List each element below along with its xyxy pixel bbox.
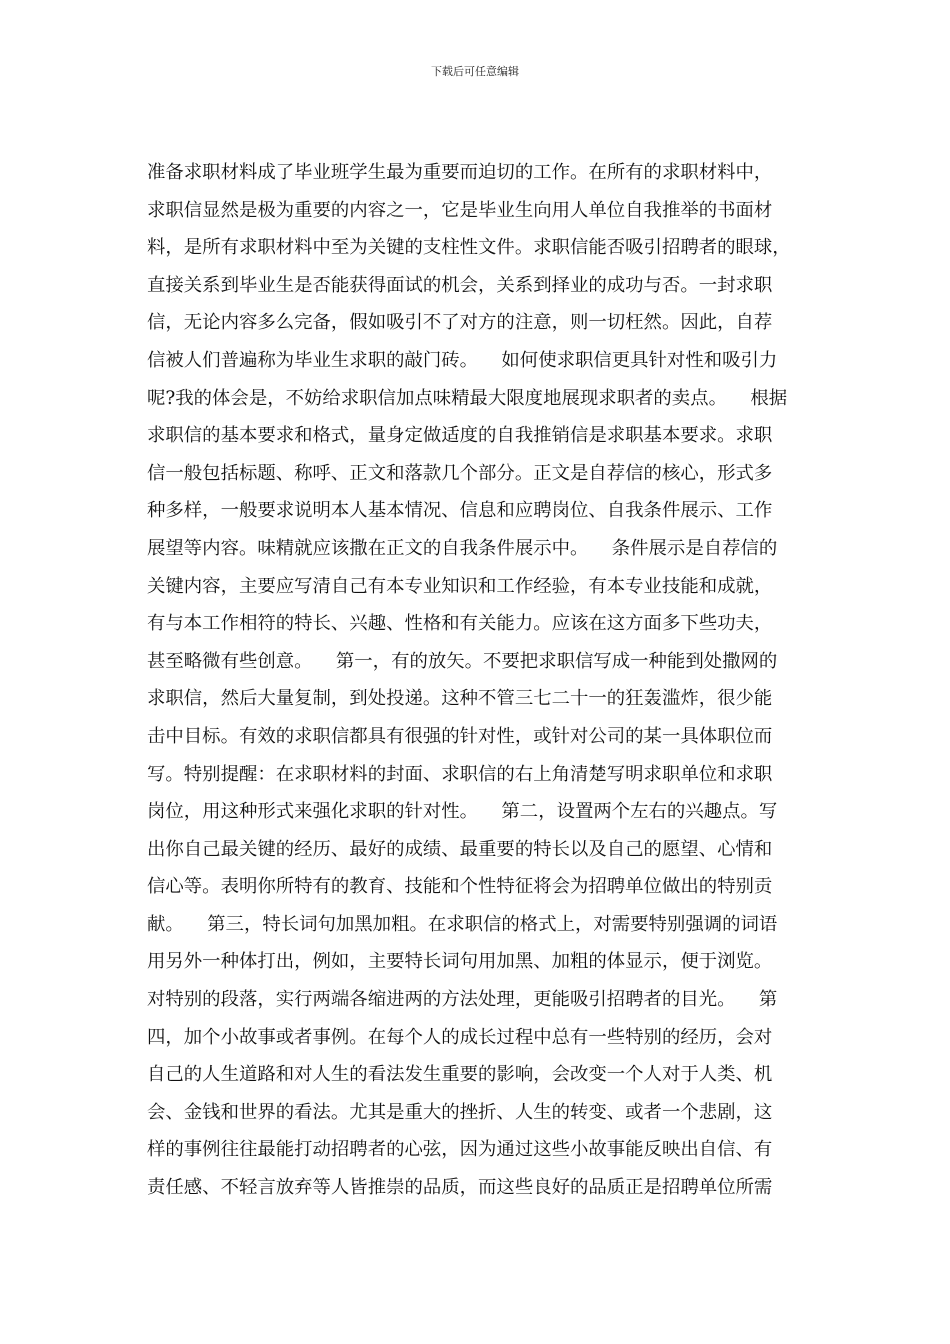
text-line: 料，是所有求职材料中至为关键的支柱性文件。求职信能否吸引招聘者的眼球， <box>147 237 791 259</box>
text-line: 用另外一种体打出，例如，主要特长词句用加黑、加粗的体显示，便于浏览。 <box>147 951 773 973</box>
text-line: 求职信，然后大量复制，到处投递。这种不管三七二十一的狂轰滥炸，很少能 <box>147 688 773 710</box>
text-line: 岗位，用这种形式来强化求职的针对性。 第二，设置两个左右的兴趣点。写 <box>147 801 778 823</box>
text-line: 有与本工作相符的特长、兴趣、性格和有关能力。应该在这方面多下些功夫， <box>147 613 773 635</box>
text-line: 信一般包括标题、称呼、正文和落款几个部分。正文是自荐信的核心，形式多 <box>147 462 773 484</box>
text-line: 准备求职材料成了毕业班学生最为重要而迫切的工作。在所有的求职材料中， <box>147 162 773 183</box>
document-body <box>147 154 807 1207</box>
text-line: 直接关系到毕业生是否能获得面试的机会，关系到择业的成功与否。一封求职 <box>147 274 773 296</box>
text-line: 信，无论内容多么完备，假如吸引不了对方的注意，则一切枉然。因此，自荐 <box>147 312 773 334</box>
text-line: 展望等内容。味精就应该撒在正文的自我条件展示中。 条件展示是自荐信的 <box>147 537 778 559</box>
text-line: 种多样，一般要求说明本人基本情况、信息和应聘岗位、自我条件展示、工作 <box>147 500 773 522</box>
text-line: 击中目标。有效的求职信都具有很强的针对性，或针对公司的某一具体职位而 <box>147 725 773 747</box>
text-line: 责任感、不轻言放弃等人皆推崇的品质，而这些良好的品质正是招聘单位所需 <box>147 1177 773 1199</box>
text-line: 甚至略微有些创意。 第一，有的放矢。不要把求职信写成一种能到处撒网的 <box>147 650 778 672</box>
text-line: 求职信的基本要求和格式，量身定做适度的自我推销信是求职基本要求。求职 <box>147 425 773 447</box>
text-line: 写。特别提醒：在求职材料的封面、求职信的右上角清楚写明求职单位和求职 <box>147 763 773 785</box>
text-line: 样的事例往往最能打动招聘者的心弦，因为通过这些小故事能反映出自信、有 <box>147 1139 773 1161</box>
text-line: 会、金钱和世界的看法。尤其是重大的挫折、人生的转变、或者一个悲剧，这 <box>147 1101 773 1123</box>
text-line: 对特别的段落，实行两端各缩进两的方法处理，更能吸引招聘者的目光。 第 <box>147 989 778 1011</box>
text-line: 献。 第三，特长词句加黑加粗。在求职信的格式上，对需要特别强调的词语 <box>147 913 778 935</box>
text-line: 信心等。表明你所特有的教育、技能和个性特征将会为招聘单位做出的特别贡 <box>147 876 773 898</box>
text-line: 自己的人生道路和对人生的看法发生重要的影响，会改变一个人对于人类、机 <box>147 1064 773 1086</box>
text-line: 四，加个小故事或者事例。在每个人的成长过程中总有一些特别的经历，会对 <box>147 1026 773 1048</box>
text-line: 关键内容，主要应写清自己有本专业知识和工作经验，有本专业技能和成就， <box>147 575 773 597</box>
text-line: 求职信显然是极为重要的内容之一，它是毕业生向用人单位自我推举的书面材 <box>147 199 773 221</box>
page-header-note: 下载后可任意编辑 <box>431 65 519 78</box>
text-line: 信被人们普遍称为毕业生求职的敲门砖。 如何使求职信更具针对性和吸引力 <box>147 349 778 371</box>
text-line: 出你自己最关键的经历、最好的成绩、最重要的特长以及自己的愿望、心情和 <box>147 838 773 860</box>
text-line: 呢?我的体会是，不妨给求职信加点味精最大限度地展现求职者的卖点。 根据 <box>147 387 788 409</box>
